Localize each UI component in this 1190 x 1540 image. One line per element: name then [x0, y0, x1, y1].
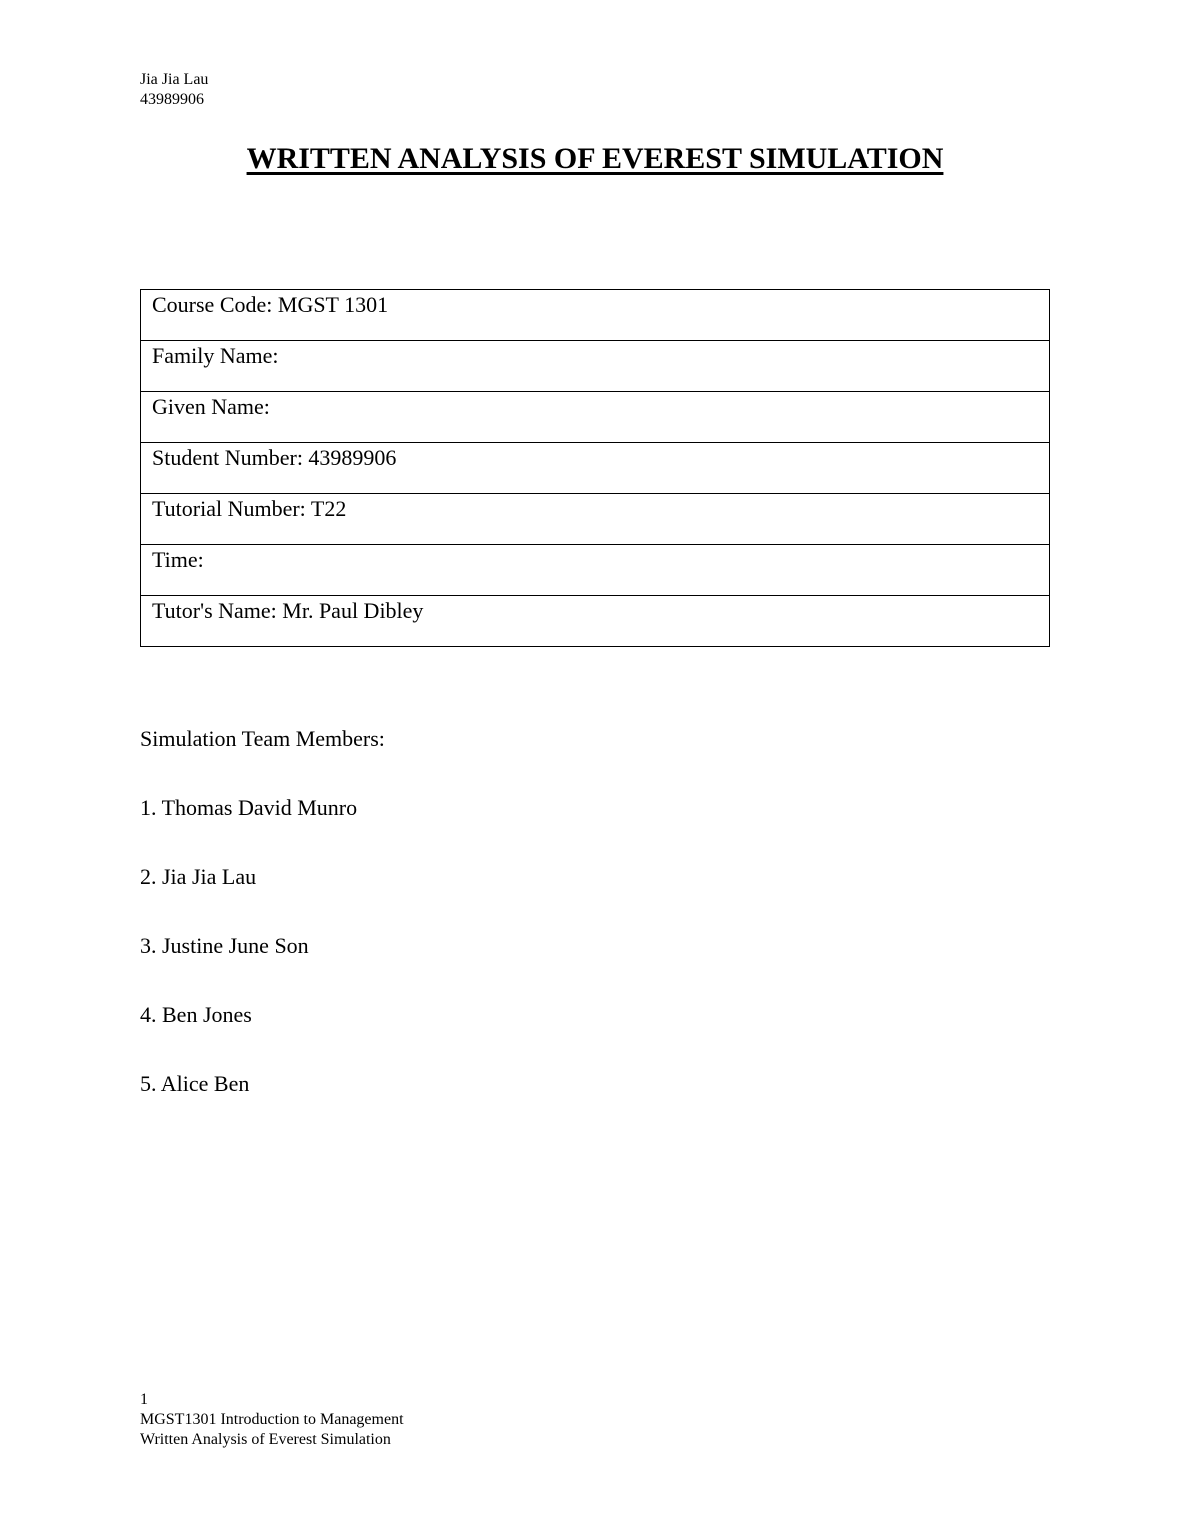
header-student-id: 43989906: [140, 91, 204, 108]
list-item: 2. Jia Jia Lau: [140, 864, 257, 889]
team-heading: Simulation Team Members:: [140, 726, 385, 751]
page-footer: [140, 1390, 404, 1450]
tutorial-number-cell: Tutorial Number: T22: [141, 494, 1050, 545]
table-row: [141, 290, 1050, 341]
document-title: WRITTEN ANALYSIS OF EVEREST SIMULATION: [246, 142, 944, 175]
table-row: [141, 443, 1050, 494]
list-item: 1. Thomas David Munro: [140, 795, 358, 820]
list-item: 3. Justine June Son: [140, 933, 309, 958]
team-members-section: [140, 725, 385, 1139]
list-item: 5. Alice Ben: [140, 1071, 250, 1096]
given-name-cell: Given Name:: [141, 392, 1050, 443]
tutor-name-cell: Tutor's Name: Mr. Paul Dibley: [141, 596, 1050, 647]
family-name-cell: Family Name:: [141, 341, 1050, 392]
table-row: [141, 545, 1050, 596]
footer-document: Written Analysis of Everest Simulation: [140, 1431, 391, 1448]
course-code-cell: Course Code: MGST 1301: [141, 290, 1050, 341]
table-row: [141, 494, 1050, 545]
table-row: [141, 392, 1050, 443]
student-info-table: [140, 289, 1050, 647]
header-author: Jia Jia Lau: [140, 71, 209, 88]
list-item: 4. Ben Jones: [140, 1002, 252, 1027]
table-row: [141, 596, 1050, 647]
table-row: [141, 341, 1050, 392]
page-number: 1: [140, 1391, 148, 1408]
student-number-cell: Student Number: 43989906: [141, 443, 1050, 494]
page-header: [140, 70, 208, 110]
footer-course: MGST1301 Introduction to Management: [140, 1411, 404, 1428]
time-cell: Time:: [141, 545, 1050, 596]
